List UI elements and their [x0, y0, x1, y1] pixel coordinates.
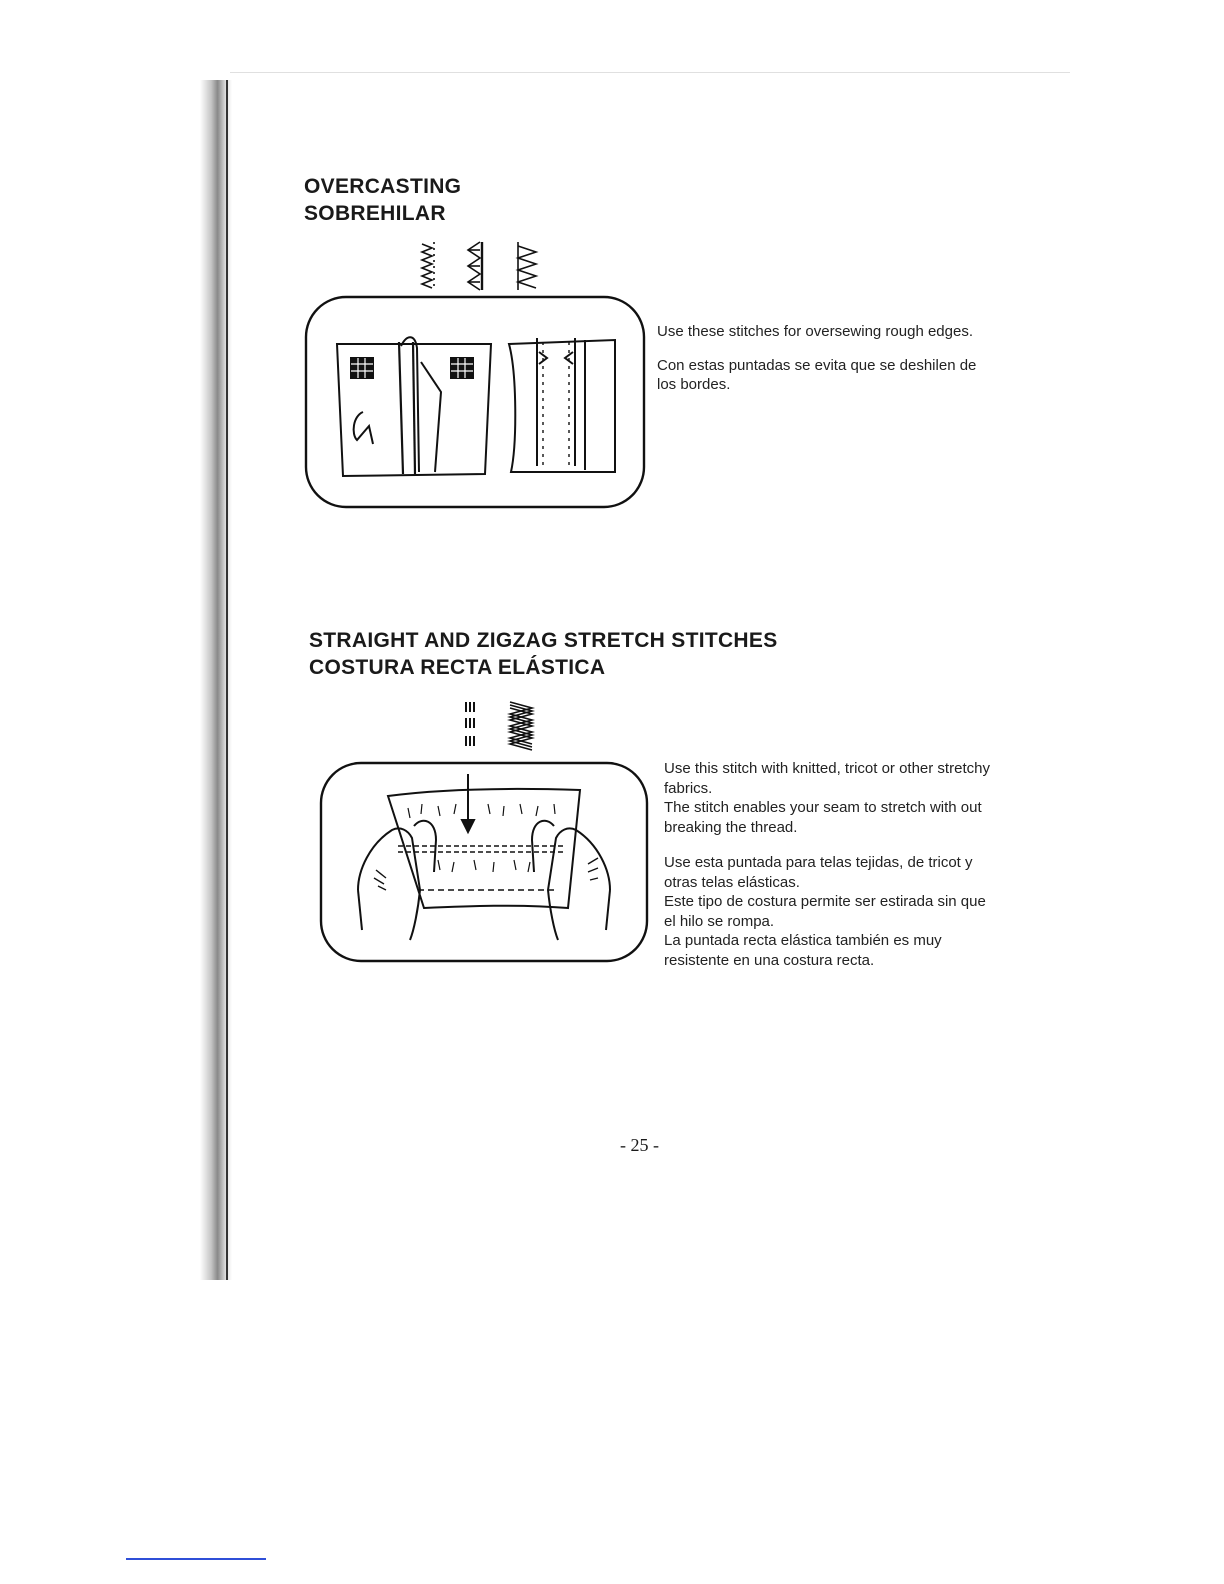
overcasting-fabric-illustration — [303, 294, 649, 512]
description-es: Con estas puntadas se evita que se deshilen de los bordes. — [657, 356, 977, 393]
scan-top-edge — [230, 72, 1070, 73]
footer-rule — [126, 1558, 266, 1560]
section-heading-stretch-stitches — [309, 627, 778, 681]
heading-en: OVERCASTING — [304, 175, 462, 198]
description-en-1: Use this stitch with knitted, tricot or other stretchy fabrics. — [664, 760, 990, 797]
section-heading-overcasting — [304, 173, 461, 227]
description-es-3: La puntada recta elástica también es muy resistente en una costura recta. — [664, 932, 942, 969]
description-es-1: Use esta puntada para telas tejidas, de tricot y otras telas elásticas. — [664, 854, 973, 891]
binding-line — [226, 80, 228, 1280]
description-es-2: Este tipo de costura permite ser estirada sin que el hilo se rompa. — [664, 893, 986, 930]
description-en: Use these stitches for oversewing rough edges. — [657, 323, 974, 340]
page-number: - 25 - — [620, 1135, 659, 1155]
overcasting-description — [657, 322, 987, 409]
description-en-2: The stitch enables your seam to stretch with out breaking the thread. — [664, 799, 982, 836]
stretch-stitch-description — [664, 759, 994, 970]
hands-stretching-fabric-illustration — [318, 760, 652, 966]
heading-es: SOBREHILAR — [304, 202, 446, 225]
heading-es: COSTURA RECTA ELÁSTICA — [309, 656, 606, 679]
stretch-stitch-patterns-icon — [458, 698, 538, 753]
heading-en: STRAIGHT AND ZIGZAG STRETCH STITCHES — [309, 629, 778, 652]
overcasting-stitch-patterns-icon — [418, 240, 548, 295]
